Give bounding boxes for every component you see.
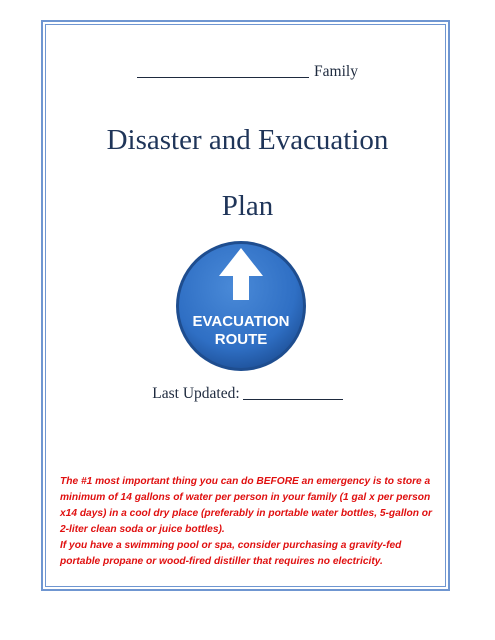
last-updated-line (0, 384, 495, 403)
water-storage-note: The #1 most important thing you can do BEFORE an emergency is to store a minimum of 14 gallons of water per person in your family (1 gal x per person x14 days) in a cool dry place (preferably in portable water bottles, 5-gallon or 2-liter clean soda or juice bottles). (60, 476, 432, 535)
last-updated-label: Last Updated: (152, 385, 240, 402)
family-label: Family (314, 63, 358, 80)
sign-text-line-2: ROUTE (214, 331, 268, 348)
family-name-line (0, 62, 495, 81)
page-title-line-1: Disaster and Evacuation (106, 124, 389, 156)
page-title-line-2: Plan (221, 190, 274, 222)
pool-distiller-note: If you have a swimming pool or spa, consider purchasing a gravity-fed portable propane or wood-fired distiller that requires no electricity. (60, 540, 402, 567)
last-updated-blank[interactable] (243, 384, 343, 400)
family-name-blank[interactable] (137, 62, 309, 78)
sign-text-line-1: EVACUATION (192, 313, 290, 330)
evacuation-route-sign (175, 240, 307, 372)
